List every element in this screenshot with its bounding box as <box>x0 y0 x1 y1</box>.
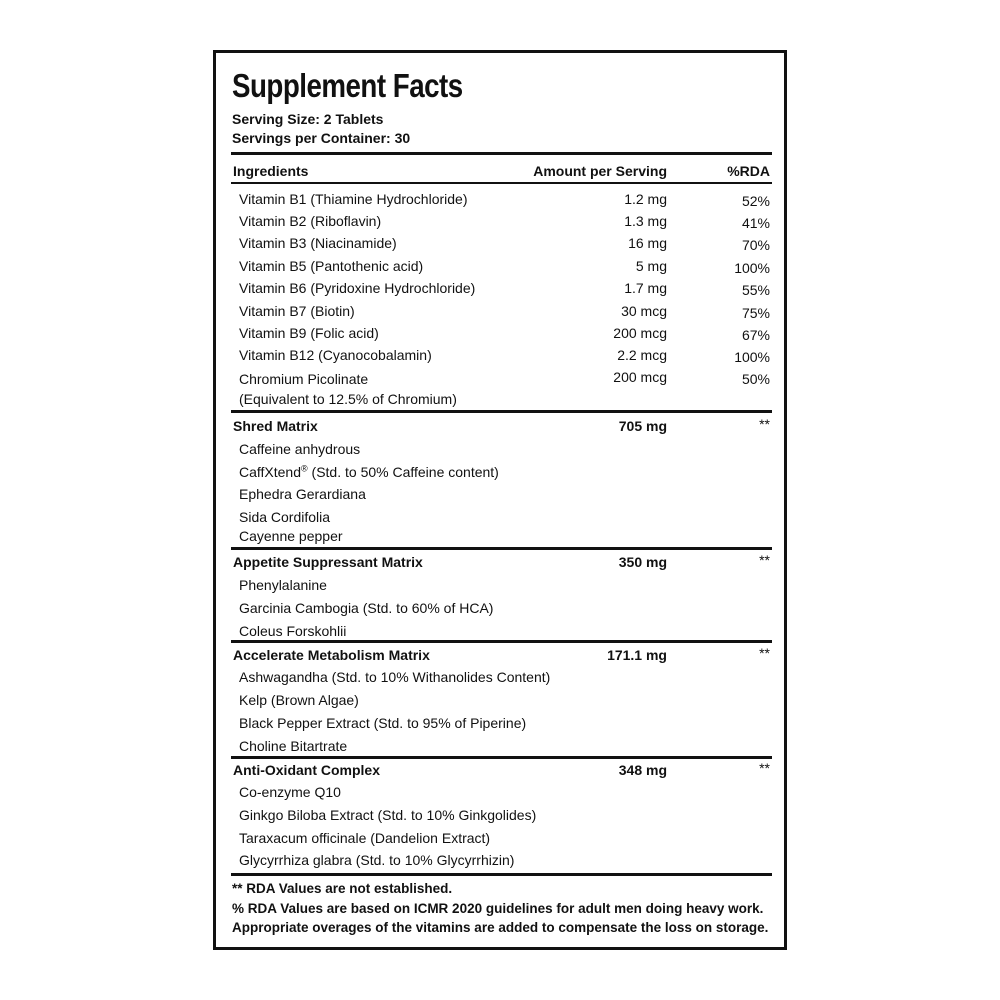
servings-per-container: Servings per Container: 30 <box>232 130 411 146</box>
matrix-item <box>239 463 499 481</box>
vitamin-name: Vitamin B9 (Folic acid) <box>239 325 379 341</box>
section-rule <box>231 410 772 413</box>
vitamin-amount: 16 mg <box>628 235 667 251</box>
vitamin-rda: 100% <box>734 260 770 276</box>
section-rule <box>231 640 772 643</box>
vitamin-amount: 1.3 mg <box>624 213 667 229</box>
panel-title: Supplement Facts <box>232 67 463 104</box>
matrix-name: Appetite Suppressant Matrix <box>233 554 423 570</box>
matrix-amount: 171.1 mg <box>607 647 667 663</box>
matrix-item: Caffeine anhydrous <box>239 441 361 457</box>
matrix-item: Coleus Forskohlii <box>239 623 347 639</box>
vitamin-name-note: (Equivalent to 12.5% of Chromium) <box>239 391 457 407</box>
columns-rule <box>231 182 772 184</box>
vitamin-name: Vitamin B12 (Cyanocobalamin) <box>239 347 432 363</box>
vitamin-amount: 1.2 mg <box>624 191 667 207</box>
matrix-name: Anti-Oxidant Complex <box>233 762 381 778</box>
vitamin-amount: 2.2 mcg <box>617 347 667 363</box>
vitamin-name: Vitamin B7 (Biotin) <box>239 303 355 319</box>
matrix-item: Ephedra Gerardiana <box>239 486 366 502</box>
vitamin-rda: 67% <box>741 327 770 343</box>
matrix-amount: 350 mg <box>618 554 667 570</box>
section-rule <box>231 756 772 759</box>
vitamin-amount: 200 mcg <box>613 325 667 341</box>
vitamin-rda: 50% <box>741 371 770 387</box>
matrix-name: Accelerate Metabolism Matrix <box>233 647 430 663</box>
vitamin-rda: 41% <box>741 215 770 231</box>
vitamin-rda: 52% <box>741 193 770 209</box>
header-rule <box>231 152 772 155</box>
matrix-rda: ** <box>759 760 770 776</box>
matrix-item: Kelp (Brown Algae) <box>239 692 359 708</box>
matrix-amount: 705 mg <box>618 418 667 434</box>
vitamin-amount: 30 mcg <box>621 303 667 319</box>
matrix-item: Ginkgo Biloba Extract (Std. to 10% Ginkgolides) <box>239 807 537 823</box>
footnote-overages: Appropriate overages of the vitamins are added to compensate the loss on storage. <box>232 920 769 935</box>
vitamin-rda: 100% <box>734 349 770 365</box>
footer-rule <box>231 873 772 876</box>
matrix-item: Ashwagandha (Std. to 10% Withanolides Content) <box>239 669 551 685</box>
matrix-item-brand: CaffXtend <box>239 464 302 480</box>
matrix-rda: ** <box>759 552 770 568</box>
matrix-item: Sida Cordifolia <box>239 509 331 525</box>
matrix-item: Garcinia Cambogia (Std. to 60% of HCA) <box>239 600 494 616</box>
matrix-item: Glycyrrhiza glabra (Std. to 10% Glycyrrhizin) <box>239 852 515 868</box>
vitamin-name: Vitamin B6 (Pyridoxine Hydrochloride) <box>239 280 476 296</box>
matrix-item: Cayenne pepper <box>239 528 343 544</box>
vitamin-amount: 5 mg <box>635 258 667 274</box>
vitamin-name: Vitamin B3 (Niacinamide) <box>239 235 397 251</box>
vitamin-name: Chromium Picolinate <box>239 371 369 387</box>
vitamin-rda: 55% <box>741 282 770 298</box>
vitamin-rda: 75% <box>741 305 770 321</box>
matrix-item-detail: (Std. to 50% Caffeine content) <box>307 464 499 480</box>
matrix-rda: ** <box>759 416 770 432</box>
footnote-rda-not-established: ** RDA Values are not established. <box>232 881 453 896</box>
vitamin-amount: 200 mcg <box>613 369 667 385</box>
vitamin-amount: 1.7 mg <box>624 280 667 296</box>
registered-mark: ® <box>301 463 308 474</box>
vitamin-name: Vitamin B2 (Riboflavin) <box>239 213 382 229</box>
col-amount: Amount per Serving <box>533 163 667 179</box>
matrix-item: Phenylalanine <box>239 577 327 593</box>
matrix-amount: 348 mg <box>618 762 667 778</box>
matrix-item: Co-enzyme Q10 <box>239 784 341 800</box>
vitamin-rda: 70% <box>741 237 770 253</box>
matrix-item: Black Pepper Extract (Std. to 95% of Piperine) <box>239 715 527 731</box>
matrix-item: Choline Bitartrate <box>239 738 348 754</box>
serving-size: Serving Size: 2 Tablets <box>232 111 384 127</box>
matrix-rda: ** <box>759 645 770 661</box>
vitamin-name: Vitamin B5 (Pantothenic acid) <box>239 258 424 274</box>
col-rda: %RDA <box>727 163 770 179</box>
footnote-icmr: % RDA Values are based on ICMR 2020 guidelines for adult men doing heavy work. <box>232 901 764 916</box>
supplement-facts-panel <box>213 50 787 950</box>
matrix-item: Taraxacum officinale (Dandelion Extract) <box>239 830 491 846</box>
col-ingredients: Ingredients <box>233 163 309 179</box>
section-rule <box>231 547 772 550</box>
vitamin-name: Vitamin B1 (Thiamine Hydrochloride) <box>239 191 468 207</box>
matrix-name: Shred Matrix <box>233 418 318 434</box>
